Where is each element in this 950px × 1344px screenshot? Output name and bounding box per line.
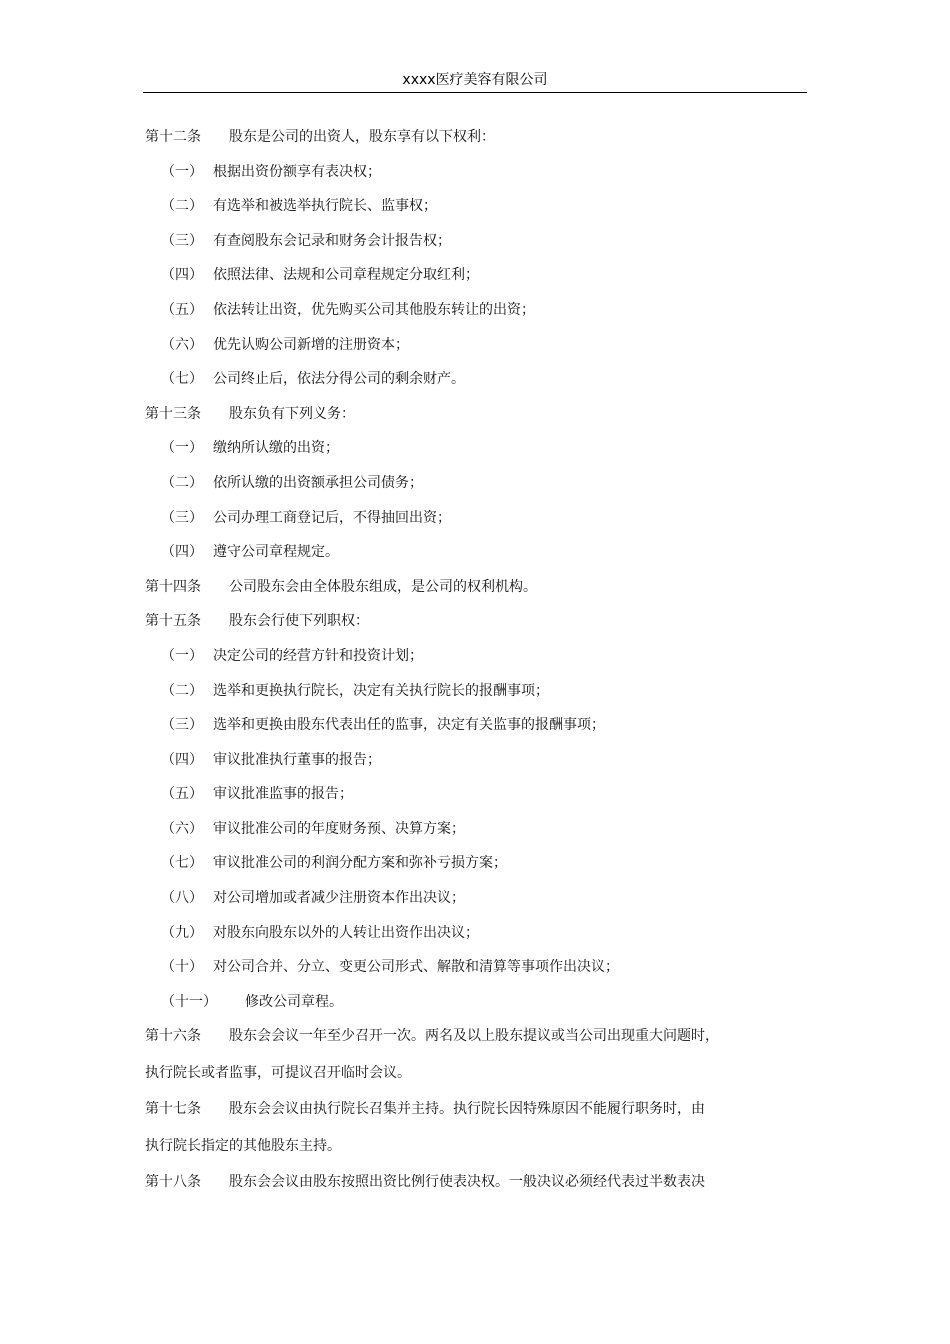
article-16-continued: 执行院长或者监事，可提议召开临时会议。 (145, 1064, 411, 1081)
article-14 (145, 577, 825, 612)
article-text: 股东会会议由执行院长召集并主持。执行院长因特殊原因不能履行职务时，由 (229, 1101, 705, 1118)
document-body (145, 127, 825, 1209)
article-number: 第十七条 (145, 1101, 201, 1118)
list-item: （一） 决定公司的经营方针和投资计划； (161, 647, 423, 664)
list-item: （三） 公司办理工商登记后，不得抽回出资； (161, 509, 451, 526)
article-text: 股东会会议一年至少召开一次。两名及以上股东提议或当公司出现重大问题时， (229, 1028, 719, 1045)
list-item: （一） 根据出资份额享有表决权； (161, 163, 381, 180)
article-number: 第十二条 (145, 129, 201, 145)
list-item: （五） 依法转让出资，优先购买公司其他股东转让的出资； (161, 301, 535, 318)
article-text: 股东会会议由股东按照出资比例行使表决权。一般决议必须经代表过半数表决 (229, 1174, 705, 1191)
list-item: （八） 对公司增加或者减少注册资本作出决议； (161, 890, 465, 907)
list-item: （七） 公司终止后，依法分得公司的剩余财产。 (161, 371, 465, 388)
list-item: （四） 审议批准执行董事的报告； (161, 751, 381, 768)
article-number: 第十三条 (145, 405, 201, 422)
list-item: （四） 依照法律、法规和公司章程规定分取红利； (161, 267, 479, 284)
article-number: 第十六条 (145, 1028, 201, 1045)
list-item: （五） 审议批准监事的报告； (161, 786, 353, 803)
list-item: （七） 审议批准公司的利润分配方案和弥补亏损方案； (161, 855, 507, 872)
list-item: （六） 审议批准公司的年度财务预、决算方案； (161, 820, 465, 837)
article-17-continued: 执行院长指定的其他股东主持。 (145, 1137, 341, 1154)
list-item: （六） 优先认购公司新增的注册资本； (161, 336, 409, 353)
article-text: 股东负有下列义务： (229, 405, 355, 422)
list-item: （十） 对公司合并、分立、变更公司形式、解散和清算等事项作出决议； (161, 959, 619, 976)
article-12 (145, 127, 825, 162)
article-15 (145, 611, 825, 646)
list-item: （三） 选举和更换由股东代表出任的监事，决定有关监事的报酬事项； (161, 717, 605, 734)
list-item: （九） 对股东向股东以外的人转让出资作出决议； (161, 924, 479, 941)
list-item: （十一） 修改公司章程。 (161, 993, 343, 1010)
header-divider (143, 92, 807, 93)
article-number: 第十四条 (145, 578, 201, 595)
article-text: 公司股东会由全体股东组成，是公司的权利机构。 (229, 578, 537, 595)
article-text: 股东是公司的出资人，股东享有以下权利： (229, 129, 495, 145)
article-13 (145, 404, 825, 439)
article-16 (145, 1026, 825, 1063)
page-header-title: xxxx医疗美容有限公司 (402, 72, 548, 88)
article-number: 第十八条 (145, 1174, 201, 1191)
list-item: （四） 遵守公司章程规定。 (161, 544, 339, 561)
list-item: （二） 依所认缴的出资额承担公司债务； (161, 474, 423, 491)
article-number: 第十五条 (145, 613, 201, 630)
list-item: （三） 有查阅股东会记录和财务会计报告权； (161, 232, 451, 249)
list-item: （二） 选举和更换执行院长，决定有关执行院长的报酬事项； (161, 682, 549, 699)
article-18 (145, 1172, 825, 1209)
article-text: 股东会行使下列职权： (229, 613, 369, 630)
list-item: （二） 有选举和被选举执行院长、监事权； (161, 198, 437, 215)
article-17 (145, 1099, 825, 1136)
list-item: （一） 缴纳所认缴的出资； (161, 440, 339, 457)
